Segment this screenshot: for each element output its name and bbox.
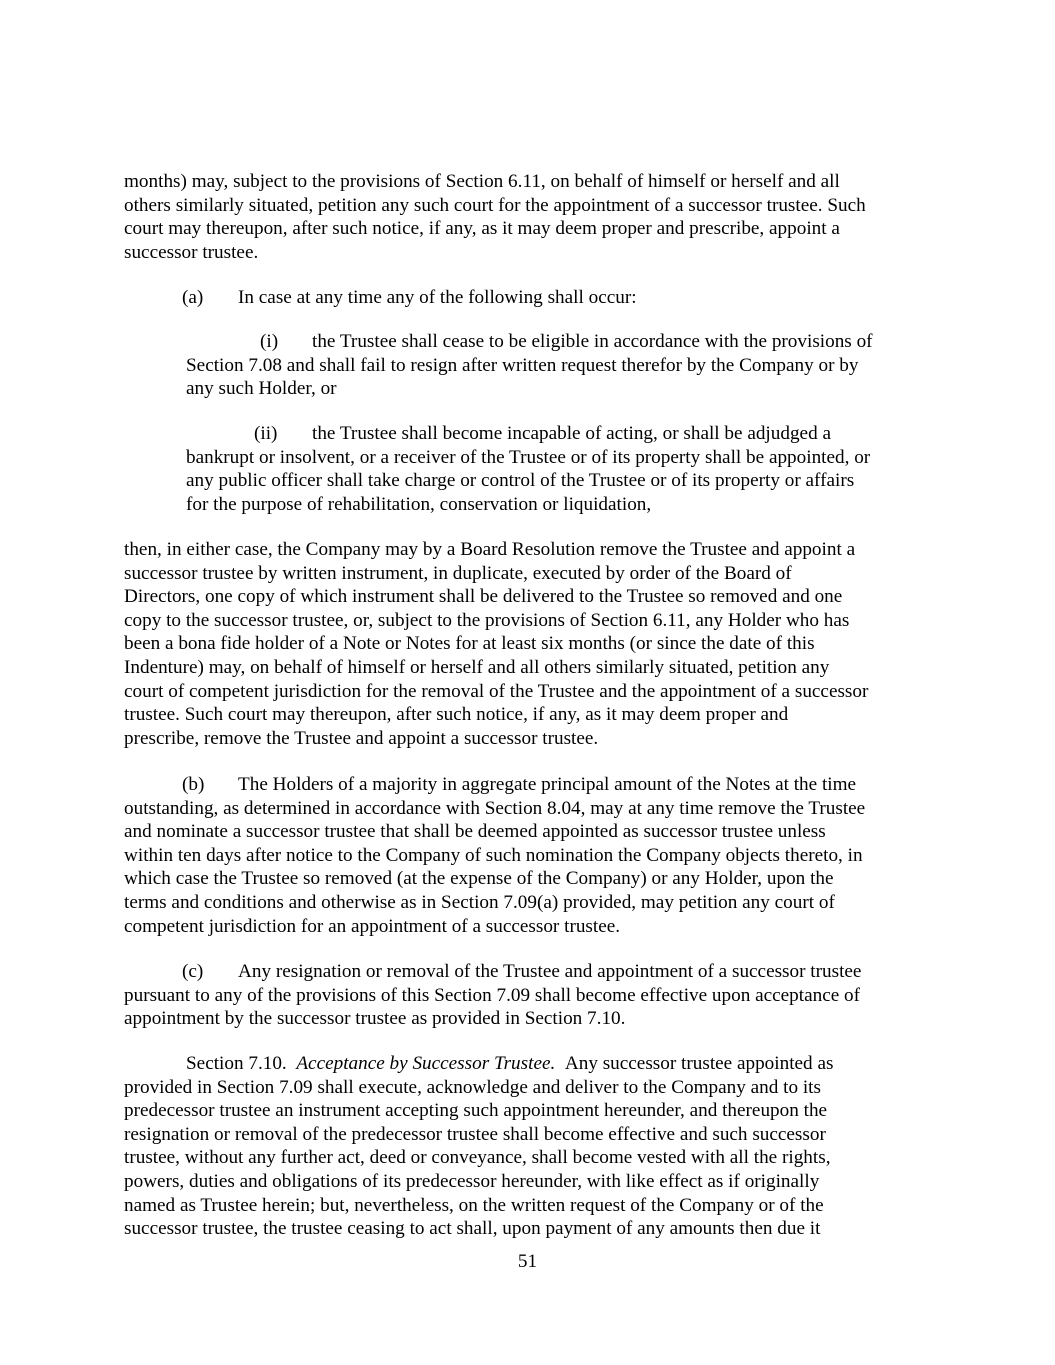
text-line: pursuant to any of the provisions of this Section 7.09 shall become effective upon acceptance of	[124, 984, 861, 1006]
text-line: prescribe, remove the Trustee and appoint a successor trustee.	[124, 727, 599, 749]
paragraph-label: (i)	[260, 331, 279, 352]
section-heading: Acceptance by Successor Trustee.	[296, 1053, 556, 1074]
text-line: the Trustee shall become incapable of acting, or shall be adjudged a	[312, 423, 831, 444]
text-line: court of competent jurisdiction for the removal of the Trustee and the appointment of a successor	[124, 680, 869, 702]
text-line: Any resignation or removal of the Trustee and appointment of a successor trustee	[238, 961, 862, 982]
text-line: successor trustee.	[124, 241, 259, 263]
text-line: months) may, subject to the provisions of Section 6.11, on behalf of himself or herself and all	[124, 171, 840, 192]
text-line: successor trustee by written instrument, in duplicate, executed by order of the Board of	[124, 562, 792, 584]
paragraph-label: (a)	[182, 287, 204, 308]
text-line: resignation or removal of the predecessor trustee shall become effective and such successor	[124, 1123, 826, 1145]
text-line: Indenture) may, on behalf of himself or herself and all others similarly situated, petition any	[124, 656, 830, 678]
text-line: which case the Trustee so removed (at the expense of the Company) or any Holder, upon the	[124, 868, 834, 890]
text-line: then, in either case, the Company may by a Board Resolution remove the Trustee and appoint a	[124, 539, 856, 560]
paragraph-continuation	[124, 170, 944, 264]
text-line: the Trustee shall cease to be eligible in accordance with the provisions of	[312, 331, 873, 352]
text-line: In case at any time any of the following shall occur:	[238, 287, 637, 308]
text-line: appointment by the successor trustee as provided in Section 7.10.	[124, 1008, 626, 1030]
text-line: others similarly situated, petition any such court for the appointment of a successor trustee. Such	[124, 194, 866, 216]
text-line: Any successor trustee appointed as	[564, 1053, 834, 1074]
text-line: been a bona fide holder of a Note or Notes for at least six months (or since the date of this	[124, 633, 815, 655]
text-line: predecessor trustee an instrument accepting such appointment hereunder, and thereupon the	[124, 1100, 828, 1122]
text-line: competent jurisdiction for an appointment of a successor trustee.	[124, 915, 621, 937]
text-line: terms and conditions and otherwise as in Section 7.09(a) provided, may petition any court of	[124, 891, 835, 913]
text-line: successor trustee, the trustee ceasing to act shall, upon payment of any amounts then due it	[124, 1218, 821, 1240]
subparagraph-ii	[186, 422, 946, 516]
text-line: trustee, without any further act, deed or conveyance, shall become vested with all the rights,	[124, 1147, 831, 1169]
section-number: Section 7.10.	[186, 1053, 287, 1074]
text-line: any public officer shall take charge or control of the Trustee or of its property or affairs	[186, 470, 855, 492]
text-line: outstanding, as determined in accordance with Section 8.04, may at any time remove the Trustee	[124, 797, 866, 819]
text-line: provided in Section 7.09 shall execute, acknowledge and deliver to the Company and to its	[124, 1076, 821, 1098]
section-7-10	[124, 1052, 944, 1241]
paragraph-b	[124, 773, 944, 938]
text-line: court may thereupon, after such notice, if any, as it may deem proper and prescribe, appoint a	[124, 218, 840, 240]
text-line: copy to the successor trustee, or, subject to the provisions of Section 6.11, any Holder who has	[124, 609, 850, 631]
paragraph-then	[124, 538, 944, 750]
text-line: any such Holder, or	[186, 378, 337, 400]
text-line: Directors, one copy of which instrument shall be delivered to the Trustee so removed and one	[124, 586, 843, 608]
text-line: for the purpose of rehabilitation, conservation or liquidation,	[186, 493, 652, 515]
text-line: Section 7.08 and shall fail to resign after written request therefor by the Company or by	[186, 354, 859, 376]
paragraph-label: (ii)	[254, 423, 278, 444]
text-line: trustee. Such court may thereupon, after such notice, if any, as it may deem proper and	[124, 704, 789, 726]
text-line: and nominate a successor trustee that shall be deemed appointed as successor trustee unless	[124, 821, 826, 843]
paragraph-a	[124, 286, 944, 310]
subparagraph-i	[186, 330, 946, 401]
text-line: named as Trustee herein; but, nevertheless, on the written request of the Company or of the	[124, 1194, 824, 1216]
text-line: within ten days after notice to the Company of such nomination the Company objects thereto, in	[124, 844, 863, 866]
page-number: 51	[517, 1251, 538, 1272]
text-line: bankrupt or insolvent, or a receiver of the Trustee or of its property shall be appointed, or	[186, 446, 871, 468]
paragraph-c	[124, 960, 944, 1031]
paragraph-label: (c)	[182, 961, 204, 982]
paragraph-label: (b)	[182, 774, 205, 795]
text-line: powers, duties and obligations of its predecessor hereunder, with like effect as if originally	[124, 1170, 820, 1192]
text-line: The Holders of a majority in aggregate principal amount of the Notes at the time	[238, 774, 857, 795]
